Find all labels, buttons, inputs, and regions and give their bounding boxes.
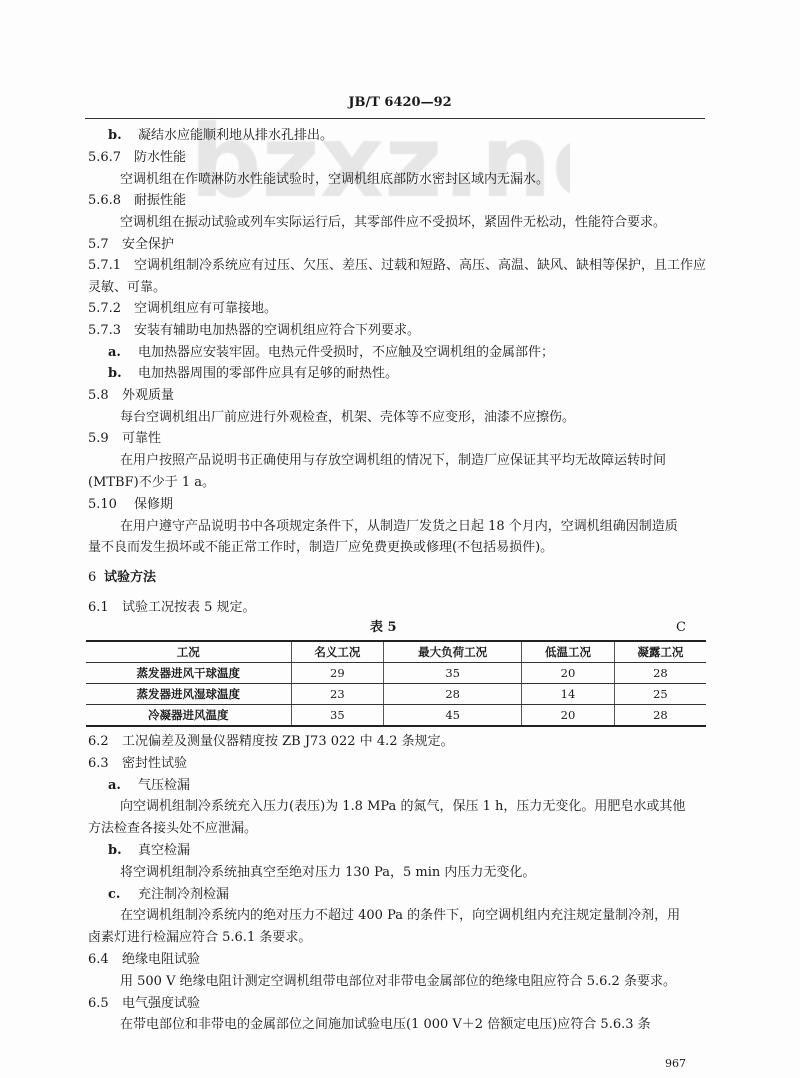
paragraph-line: 方法检查各接头处不应泄漏。 (88, 821, 258, 836)
running-header: JB/T 6420—92 (348, 95, 452, 110)
paragraph-line: 每台空调机组出厂前应进行外观检查，机架、壳体等不应变形，油漆不应擦伤。 (120, 410, 576, 425)
column-header: 凝露工况 (614, 641, 706, 663)
clause-number: a. (108, 345, 121, 360)
table-row (86, 684, 706, 705)
clause-number: b. (108, 843, 122, 858)
paragraph-line: (MTBF)不少于 1 a。 (88, 475, 215, 490)
clause-number: b. (108, 128, 122, 143)
header-rule (85, 118, 705, 119)
table-cell: 35 (291, 705, 384, 727)
table-cell: 20 (522, 663, 615, 684)
clause-number: 5.6.8 (88, 193, 122, 208)
clause-number: 5.7 (88, 237, 109, 252)
clause-number: 5.8 (88, 388, 109, 403)
clause-heading: 工况偏差及测量仪器精度按 ZB J73 022 中 4.2 条规定。 (122, 734, 454, 749)
paragraph-line: 空调机组在振动试验或列车实际运行后，其零部件应不受损坏，紧固件无松动，性能符合要求。 (120, 215, 667, 230)
clause-number: 6.2 (88, 734, 109, 749)
paragraph-line: 卤素灯进行检漏应符合 5.6.1 条要求。 (88, 930, 312, 945)
table-cell: 35 (384, 663, 522, 684)
paragraph-line: 将空调机组制冷系统抽真空至绝对压力 130 Pa，5 min 内压力无变化。 (120, 865, 536, 880)
table-row (86, 705, 706, 727)
clause-heading: 耐振性能 (134, 193, 187, 208)
paragraph-line: 真空检漏 (138, 843, 191, 858)
paragraph-line: 在空调机组制冷系统内的绝对压力不超过 400 Pa 的条件下，向空调机组内充注规定量制冷剂，用 (120, 908, 681, 923)
table-cell: 29 (291, 663, 384, 684)
column-header: 名义工况 (291, 641, 384, 663)
clause-heading: 防水性能 (134, 150, 187, 165)
clause-heading: 安全保护 (122, 237, 175, 252)
clause-heading: 空调机组制冷系统应有过压、欠压、差压、过载和短路、高压、高温、缺风、缺相等保护，且工作应 (134, 258, 707, 273)
clause-number: 5.9 (88, 431, 109, 446)
clause-number: 5.6.7 (88, 150, 122, 165)
clause-heading: 可靠性 (122, 431, 162, 446)
column-header: 低温工况 (522, 641, 615, 663)
clause-number: 6.5 (88, 996, 109, 1011)
clause-heading: 密封性试验 (122, 756, 188, 771)
paragraph-line: 在带电部位和非带电的金属部位之间施加试验电压(1 000 V＋2 倍额定电压)应符合 5.6.3 条 (120, 1017, 651, 1032)
row-label: 蒸发器进风干球温度 (86, 663, 291, 684)
clause-number: 6 (88, 570, 97, 585)
page-number: 967 (665, 1057, 686, 1070)
clause-number: 6.1 (88, 600, 109, 615)
clause-number: c. (108, 887, 121, 902)
clause-heading: 外观质量 (122, 388, 175, 403)
column-header: 最大负荷工况 (384, 641, 522, 663)
paragraph-line: 气压检漏 (138, 778, 191, 793)
table-cell: 20 (522, 705, 615, 727)
table-cell: 28 (614, 705, 706, 727)
row-label: 蒸发器进风湿球温度 (86, 684, 291, 705)
table-cell: 28 (384, 684, 522, 705)
paragraph-line: 在用户按照产品说明书正确使用与存放空调机组的情况下，制造厂应保证其平均无故障运转时间 (120, 453, 667, 468)
table-unit: C (676, 620, 686, 635)
paragraph-line: 空调机组在作喷淋防水性能试验时，空调机组底部防水密封区域内无漏水。 (120, 172, 550, 187)
clause-number: 6.3 (88, 756, 109, 771)
clause-heading: 绝缘电阻试验 (122, 952, 201, 967)
table-5 (86, 640, 706, 727)
clause-heading: 保修期 (134, 497, 174, 512)
table-cell: 23 (291, 684, 384, 705)
table-cell: 25 (614, 684, 706, 705)
paragraph-line: 电加热器应安装牢固。电热元件受损时，不应触及空调机组的金属部件； (138, 345, 555, 360)
clause-number: 6.4 (88, 952, 109, 967)
clause-number: 5.7.2 (88, 301, 122, 316)
table-cell: 28 (614, 663, 706, 684)
table-cell: 45 (384, 705, 522, 727)
paragraph-line: 量不良而发生损坏或不能正常工作时，制造厂应免费更换或修理(不包括易损件)。 (88, 540, 554, 555)
paragraph-line: 凝结水应能顺利地从排水孔排出。 (138, 128, 334, 143)
paragraph-line: 灵敏、可靠。 (88, 280, 167, 295)
table-caption: 表 5 (370, 620, 397, 635)
column-header: 工况 (86, 641, 291, 663)
paragraph-line: 在用户遵守产品说明书中各项规定条件下，从制造厂发货之日起 18 个月内，空调机组确因制造质 (120, 519, 678, 534)
clause-heading: 试验方法 (104, 570, 157, 585)
paragraph-line: 用 500 V 绝缘电阻计测定空调机组带电部位对非带电金属部位的绝缘电阻应符合 5.6.2 条要求。 (120, 974, 676, 989)
row-label: 冷凝器进风温度 (86, 705, 291, 727)
clause-number: b. (108, 366, 122, 381)
clause-number: a. (108, 778, 121, 793)
table-row (86, 663, 706, 684)
paragraph-line: 电加热器周围的零部件应具有足够的耐热性。 (138, 366, 399, 381)
clause-number: 5.10 (88, 497, 117, 512)
clause-heading: 试验工况按表 5 规定。 (122, 600, 256, 615)
clause-heading: 空调机组应有可靠接地。 (134, 301, 278, 316)
paragraph-line: 充注制冷剂检漏 (138, 887, 230, 902)
table-cell: 14 (522, 684, 615, 705)
clause-number: 5.7.3 (88, 323, 122, 338)
clause-number: 5.7.1 (88, 258, 122, 273)
clause-heading: 安装有辅助电加热器的空调机组应符合下列要求。 (134, 323, 421, 338)
clause-heading: 电气强度试验 (122, 996, 201, 1011)
paragraph-line: 向空调机组制冷系统充入压力(表压)为 1.8 MPa 的氮气，保压 1 h，压力无变化。用肥皂水或其他 (120, 799, 686, 814)
